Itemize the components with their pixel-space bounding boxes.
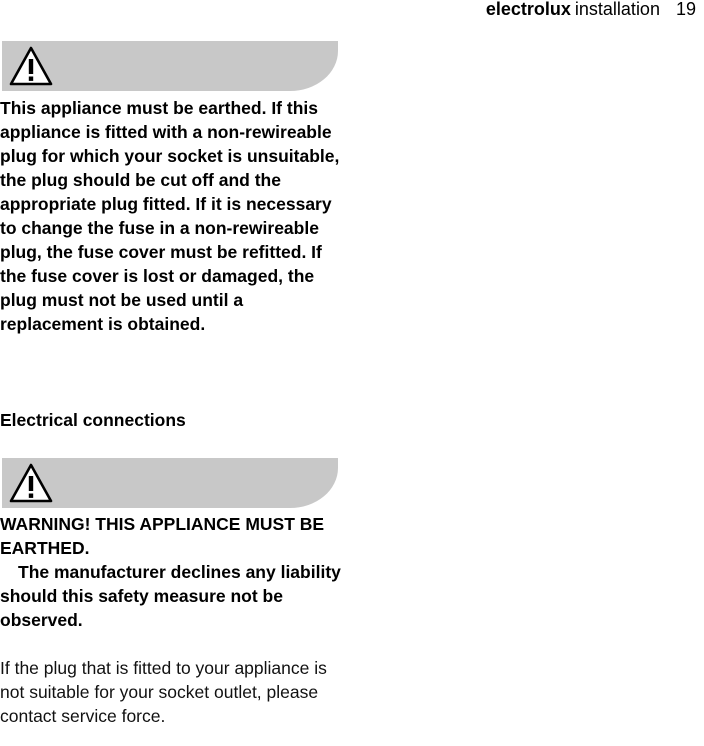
plug-info-paragraph: If the plug that is fitted to your appliance is not suitable for your socket outlet, please contact service force. [0,658,327,726]
section-title: installation [574,0,660,19]
warning-triangle-icon [8,45,54,87]
page-header [486,0,696,20]
warning-banner-2 [2,458,338,508]
liability-statement: The manufacturer declines any liability should this safety measure not be observed. [0,562,341,630]
warning-text [0,512,345,632]
warning-heading: WARNING! THIS APPLIANCE MUST BE EARTHED. [0,514,325,558]
brand-name: electrolux [485,0,571,19]
warning-triangle-icon [8,462,54,504]
warning-banner-1 [2,41,338,91]
page-number: 19 [675,0,696,19]
earthing-warning-paragraph: This appliance must be earthed. If this appliance is fitted with a non-rewireable plug for which your socket is unsuitable, the plug should be cut off and the appropriate plug fitted. If it is necessary to change the fuse in a non-rewireable plug, the fuse cover must be refitted. If the fuse cover is lost or damaged, the plug must not be used until a replacement is obtained. [0,98,340,334]
section-heading: Electrical connections [0,410,186,430]
